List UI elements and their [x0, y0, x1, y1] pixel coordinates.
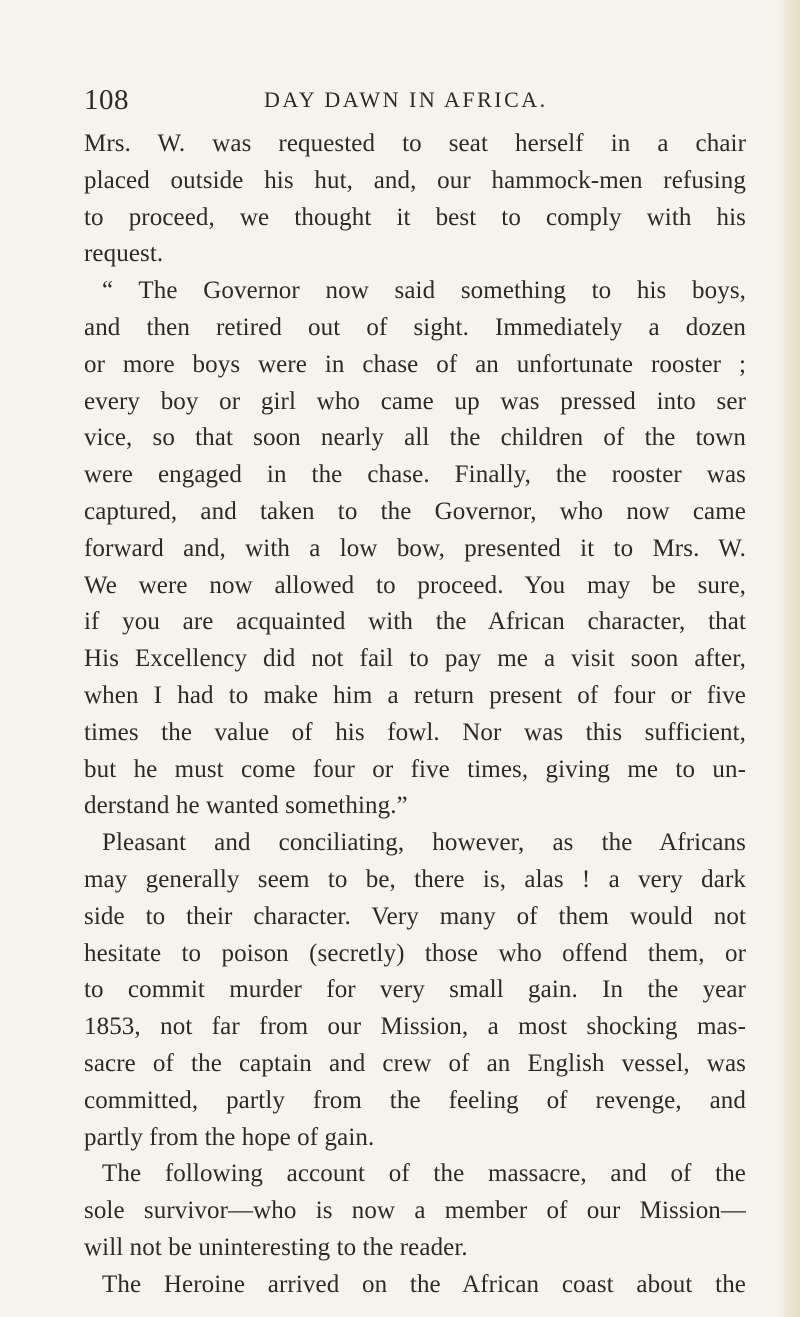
text-line: were engaged in the chase. Finally, the rooster was [84, 461, 746, 489]
text-line: times the value of his fowl. Nor was this sufficient, [84, 718, 746, 746]
text-line: when I had to make him a return present of four or five [84, 681, 746, 709]
text-line: Mrs. W. was requested to seat herself in a chair [84, 130, 746, 157]
text-line: vice, so that soon nearly all the children of the town [84, 424, 746, 452]
text-line: We were now allowed to proceed. You may be sure, [84, 571, 746, 599]
text-line: to proceed, we thought it best to comply with his [84, 203, 746, 231]
text-line: “ The Governor now said something to his boys, [102, 277, 746, 305]
text-line: if you are acquainted with the African character, that [84, 608, 746, 636]
text-line: placed outside his hut, and, our hammock-men refusing [84, 166, 746, 194]
text-line: sole survivor—who is now a member of our Mission— [84, 1197, 746, 1225]
text-line: His Excellency did not fail to pay me a visit soon after, [84, 645, 746, 673]
text-line: will not be uninteresting to the reader. [84, 1233, 468, 1261]
text-line: and then retired out of sight. Immediately a dozen [84, 313, 746, 341]
text-line: may generally seem to be, there is, alas ! a very dark [84, 865, 746, 893]
text-line: captured, and taken to the Governor, who now came [84, 497, 746, 525]
text-line: every boy or girl who came up was pressed into ser [84, 387, 746, 415]
text-line: sacre of the captain and crew of an English vessel, was [84, 1049, 746, 1077]
text-line: derstand he wanted something.” [84, 792, 408, 820]
text-line: partly from the hope of gain. [84, 1123, 375, 1151]
text-line: The Heroine arrived on the African coast about the [102, 1270, 746, 1298]
text-line: side to their character. Very many of them would not [84, 902, 746, 930]
text-line: committed, partly from the feeling of revenge, and [84, 1086, 746, 1114]
text-line: Pleasant and conciliating, however, as the Africans [102, 829, 746, 857]
text-line: hesitate to poison (secretly) those who offend them, or [84, 939, 746, 967]
running-title: DAY DAWN IN AFRICA. [264, 87, 548, 112]
text-line: to commit murder for very small gain. In the year [84, 976, 746, 1004]
text-line: 1853, not far from our Mission, a most shocking mas- [84, 1013, 746, 1041]
text-line: request. [84, 240, 164, 268]
running-head [84, 80, 748, 120]
text-line: but he must come four or five times, giving me to un- [84, 755, 746, 783]
body-text [84, 126, 784, 1304]
text-line: The following account of the massacre, and of the [102, 1160, 746, 1188]
page-number: 108 [84, 84, 129, 116]
text-line: forward and, with a low bow, presented it to Mrs. W. [84, 534, 746, 562]
text-line: or more boys were in chase of an unfortunate rooster ; [84, 350, 746, 378]
